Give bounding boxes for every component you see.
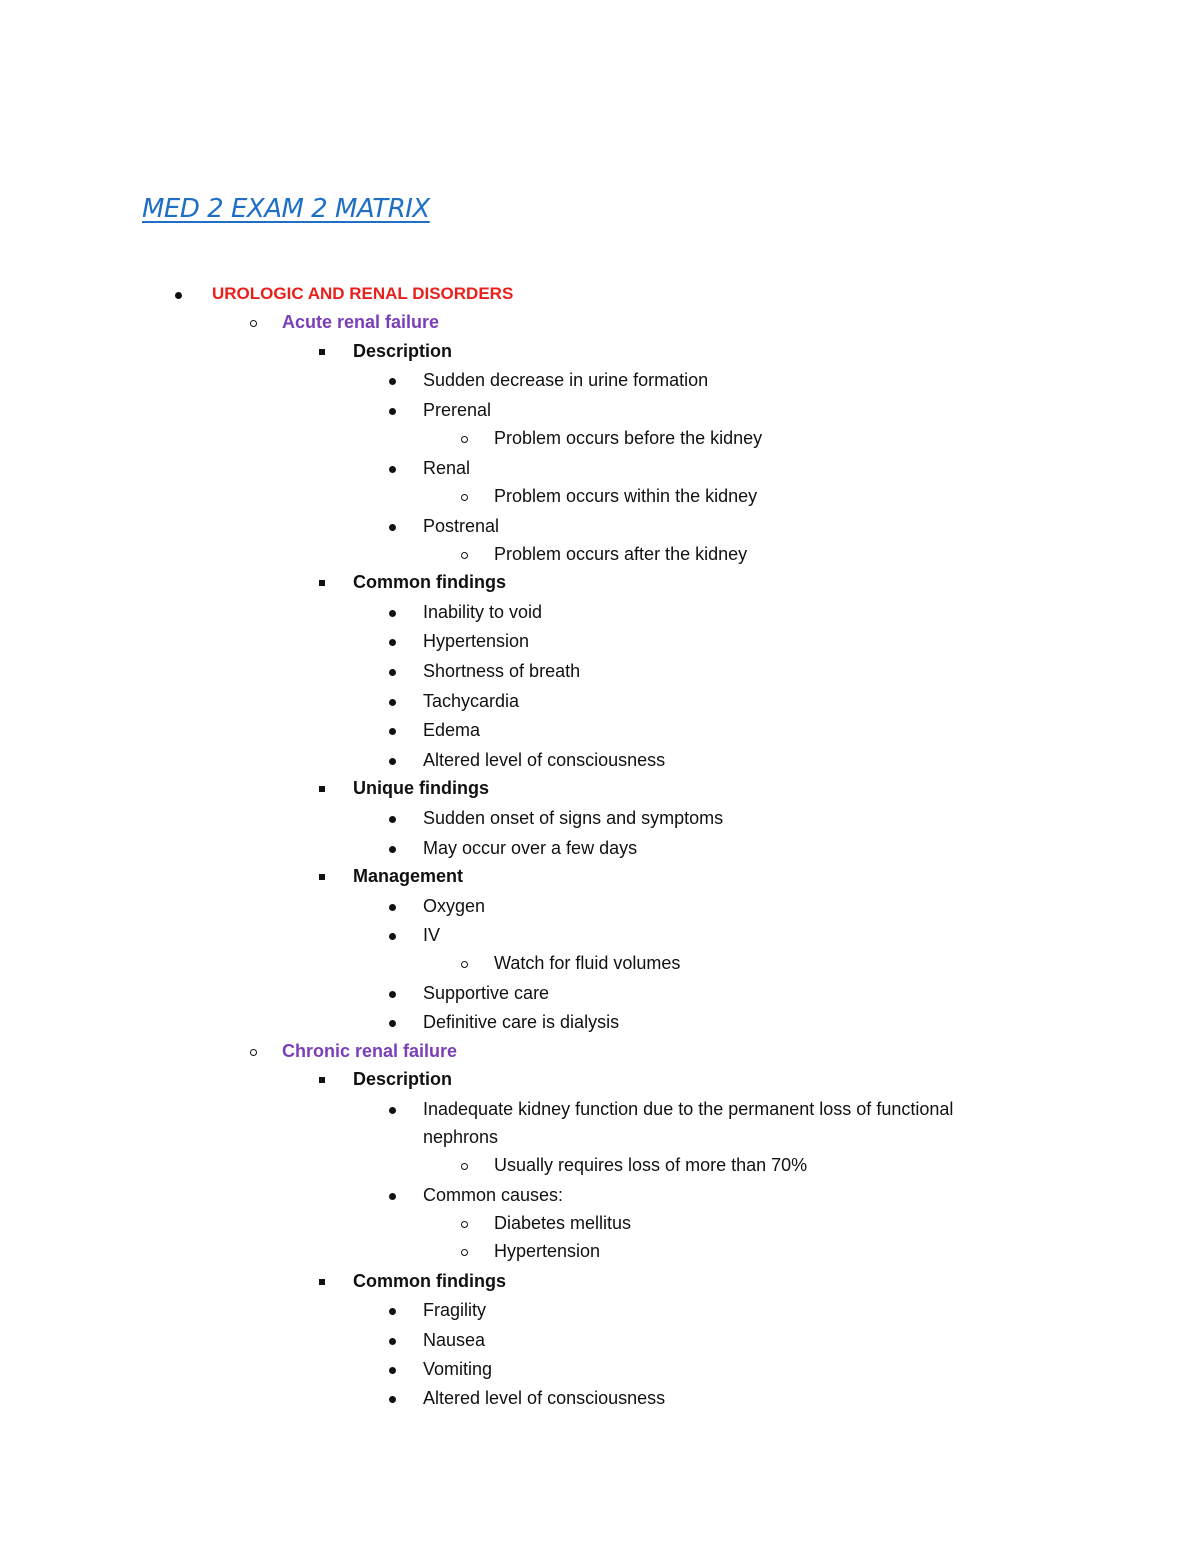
bullet-dot-icon — [389, 690, 396, 712]
outline-item-level-4: Sudden decrease in urine formation — [423, 370, 709, 390]
outline-item-level-4: Prerenal — [423, 400, 492, 420]
outline-item-level-3: Common findings — [353, 1271, 506, 1291]
outline-item-level-5: Watch for fluid volumes — [494, 953, 681, 973]
outline-item-level-4: IV — [423, 925, 441, 945]
outline-item-level-4: Shortness of breath — [423, 661, 581, 681]
bullet-dot-icon — [389, 630, 396, 652]
bullet-circle-icon — [461, 543, 468, 565]
bullet-dot-icon — [389, 1299, 396, 1321]
bullet-dot-icon — [389, 399, 396, 421]
outline-item-level-4: Inadequate kidney function due to the permanent loss of functional — [423, 1099, 954, 1119]
bullet-square-icon — [319, 865, 325, 887]
outline-item-level-4: Edema — [423, 720, 481, 740]
outline-item-level-4: Altered level of consciousness — [423, 1388, 666, 1408]
bullet-dot-icon — [389, 982, 396, 1004]
outline-item-wrap: nephrons — [423, 1127, 499, 1147]
outline-item-level-5: Problem occurs after the kidney — [494, 544, 748, 564]
outline-item-level-4: Nausea — [423, 1330, 486, 1350]
outline-item-level-2: Acute renal failure — [282, 312, 440, 332]
outline-item-level-4: Inability to void — [423, 602, 543, 622]
outline-item-level-4: Hypertension — [423, 631, 530, 651]
outline-item-level-4: Oxygen — [423, 896, 486, 916]
outline-item-level-3: Unique findings — [353, 778, 489, 798]
bullet-square-icon — [319, 340, 325, 362]
outline-item-level-5: Diabetes mellitus — [494, 1213, 632, 1233]
outline-item-level-3: Description — [353, 1069, 453, 1089]
bullet-circle-icon — [250, 1040, 257, 1062]
outline-item-level-5: Hypertension — [494, 1241, 601, 1261]
bullet-square-icon — [319, 777, 325, 799]
outline-item-level-4: Postrenal — [423, 516, 500, 536]
bullet-dot-icon — [389, 457, 396, 479]
bullet-dot-icon — [389, 924, 396, 946]
bullet-square-icon — [319, 571, 325, 593]
outline-item-level-1: UROLOGIC AND RENAL DISORDERS — [212, 284, 514, 303]
outline-item-level-4: Supportive care — [423, 983, 550, 1003]
outline-item-level-5: Usually requires loss of more than 70% — [494, 1155, 808, 1175]
bullet-dot-icon — [389, 837, 396, 859]
outline-item-level-3: Management — [353, 866, 464, 886]
bullet-dot-icon — [389, 1387, 396, 1409]
bullet-dot-icon — [389, 1098, 396, 1120]
outline-item-level-5: Problem occurs within the kidney — [494, 486, 758, 506]
bullet-dot-icon — [389, 369, 396, 391]
outline-item-level-4: Tachycardia — [423, 691, 520, 711]
bullet-circle-icon — [461, 1154, 468, 1176]
outline-item-level-4: Altered level of consciousness — [423, 750, 666, 770]
outline-item-level-4: Sudden onset of signs and symptoms — [423, 808, 724, 828]
outline-item-level-3: Description — [353, 341, 453, 361]
bullet-dot-icon — [389, 601, 396, 623]
outline-item-level-4: Definitive care is dialysis — [423, 1012, 620, 1032]
bullet-dot-icon — [389, 515, 396, 537]
bullet-square-icon — [319, 1068, 325, 1090]
outline-item-level-2: Chronic renal failure — [282, 1041, 458, 1061]
bullet-circle-icon — [461, 485, 468, 507]
document-title: MED 2 EXAM 2 MATRIX — [142, 194, 430, 224]
outline-item-level-3: Common findings — [353, 572, 506, 592]
outline-item-level-4: Renal — [423, 458, 471, 478]
outline-item-level-4: Common causes: — [423, 1185, 564, 1205]
outline-item-level-4: May occur over a few days — [423, 838, 638, 858]
bullet-dot-icon — [389, 749, 396, 771]
outline-item-level-4: Fragility — [423, 1300, 487, 1320]
bullet-circle-icon — [461, 1240, 468, 1262]
bullet-circle-icon — [461, 1212, 468, 1234]
bullet-dot-icon — [389, 1329, 396, 1351]
bullet-circle-icon — [250, 311, 257, 333]
bullet-dot-icon — [389, 1011, 396, 1033]
bullet-dot-icon — [389, 1358, 396, 1380]
outline-item-level-4: Vomiting — [423, 1359, 493, 1379]
bullet-dot-icon — [389, 1184, 396, 1206]
bullet-dot-icon — [389, 719, 396, 741]
bullet-circle-icon — [461, 952, 468, 974]
bullet-dot-icon — [389, 660, 396, 682]
bullet-dot-icon — [175, 283, 182, 305]
bullet-square-icon — [319, 1270, 325, 1292]
bullet-dot-icon — [389, 895, 396, 917]
bullet-circle-icon — [461, 427, 468, 449]
outline-item-level-5: Problem occurs before the kidney — [494, 428, 763, 448]
bullet-dot-icon — [389, 807, 396, 829]
